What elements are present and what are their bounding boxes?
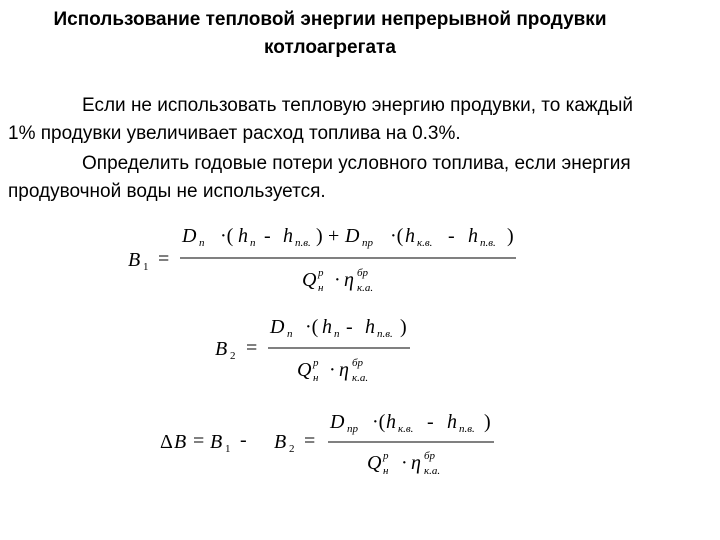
delta-eta: η xyxy=(411,452,421,474)
b2-d1-sub: п xyxy=(287,328,293,340)
b2-q-sup: р xyxy=(313,357,319,369)
b1-minus1: - xyxy=(264,225,271,247)
b1-q: Q xyxy=(302,269,317,291)
b2-h1-sub: п xyxy=(334,328,340,340)
b2-q-sub: н xyxy=(313,372,319,384)
b1-plus: + xyxy=(328,225,340,247)
delta-minus: - xyxy=(240,429,247,451)
delta-h1: h xyxy=(386,411,396,433)
b1-eta-sub: к.а. xyxy=(357,282,374,294)
b1-eta: η xyxy=(344,269,354,291)
delta-d-sub: пр xyxy=(347,423,358,435)
delta-b1: B xyxy=(210,431,223,453)
delta-b2-sub: 2 xyxy=(289,443,295,455)
title-line-1: Использование тепловой энергии непрерывной продувки xyxy=(53,9,607,30)
delta-eta-sup: бр xyxy=(424,450,436,462)
delta-b1-sub: 1 xyxy=(225,443,231,455)
delta-num-minus: - xyxy=(427,411,434,433)
b1-close2: ) xyxy=(507,225,514,247)
b2-d1: D xyxy=(270,316,285,338)
delta-equals-2: = xyxy=(304,430,316,452)
b1-equals: = xyxy=(158,248,170,270)
b2-h1: h xyxy=(322,316,332,338)
delta-equals-1: = xyxy=(193,430,205,452)
b1-h4: h xyxy=(468,225,478,247)
delta-eta-sub: к.а. xyxy=(424,465,441,477)
delta-q-sup: р xyxy=(383,450,389,462)
paragraph-2-text: Определить годовые потери условного топлива, если энергия продувочной воды не используется. xyxy=(8,153,631,202)
b1-q-sup: р xyxy=(318,267,324,279)
delta-close: ) xyxy=(484,411,491,433)
delta-h2: h xyxy=(447,411,457,433)
b1-d1-sub: п xyxy=(199,237,205,249)
b2-eta-sup: бр xyxy=(352,357,364,369)
delta-d: D xyxy=(330,411,345,433)
delta-q-sub: н xyxy=(383,465,389,477)
b2-dot1: ·( xyxy=(305,316,319,338)
b1-q-sub: н xyxy=(318,282,324,294)
b1-close1: ) xyxy=(316,225,323,247)
delta-dot: ·( xyxy=(372,411,386,433)
delta-b2: B xyxy=(274,431,287,453)
b1-h3-sub: к.в. xyxy=(417,237,433,249)
page-title xyxy=(0,6,660,62)
b1-h1: h xyxy=(238,225,248,247)
title-line-2: котлоагрегата xyxy=(264,37,396,58)
b2-eta: η xyxy=(339,359,349,381)
b1-dot1: ·( xyxy=(220,225,234,247)
b1-minus2: - xyxy=(448,225,455,247)
b1-d1: D xyxy=(182,225,197,247)
b2-q: Q xyxy=(297,359,312,381)
formula-b1 xyxy=(0,218,720,298)
b1-eta-sup: бр xyxy=(357,267,369,279)
b1-d2-sub: пр xyxy=(362,237,373,249)
b2-h2-sub: п.в. xyxy=(377,328,393,340)
delta-den-dot: · xyxy=(401,452,408,474)
delta-symbol: Δ xyxy=(160,431,173,453)
paragraph-1-text: Если не использовать тепловую энергию продувки, то каждый 1% продувки увеличивает расход топлива на 0.3%. xyxy=(8,95,633,144)
b1-dot2: ·( xyxy=(390,225,404,247)
delta-b: B xyxy=(174,431,187,453)
b1-lhs-sub: 1 xyxy=(143,261,149,273)
paragraph-1 xyxy=(8,92,648,148)
delta-h2-sub: п.в. xyxy=(459,423,475,435)
b1-h2-sub: п.в. xyxy=(295,237,311,249)
b1-lhs: B xyxy=(128,249,141,271)
formula-delta-b xyxy=(0,408,720,488)
b1-h3: h xyxy=(405,225,415,247)
b2-close1: ) xyxy=(400,316,407,338)
b2-equals: = xyxy=(246,337,258,359)
delta-q: Q xyxy=(367,452,382,474)
b2-lhs: B xyxy=(215,338,228,360)
b1-h1-sub: п xyxy=(250,237,256,249)
paragraph-2 xyxy=(8,150,648,206)
b1-h2: h xyxy=(283,225,293,247)
b2-h2: h xyxy=(365,316,375,338)
b1-h4-sub: п.в. xyxy=(480,237,496,249)
b2-minus1: - xyxy=(346,316,353,338)
formula-b2 xyxy=(0,312,720,392)
b2-lhs-sub: 2 xyxy=(230,350,236,362)
b2-den-dot: · xyxy=(329,359,336,381)
b2-eta-sub: к.а. xyxy=(352,372,369,384)
b1-den-dot: · xyxy=(334,269,341,291)
delta-h1-sub: к.в. xyxy=(398,423,414,435)
b1-d2: D xyxy=(345,225,360,247)
